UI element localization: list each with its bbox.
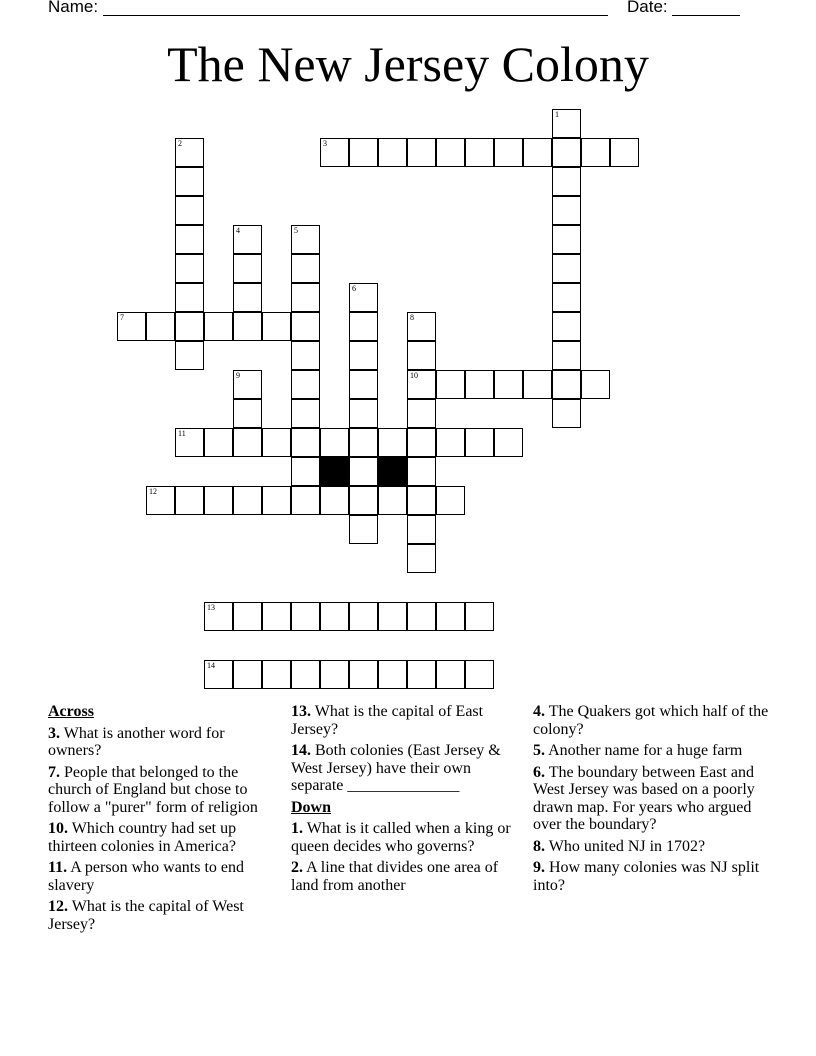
grid-cell[interactable]: [552, 138, 581, 167]
grid-cell[interactable]: [291, 602, 320, 631]
grid-cell[interactable]: [436, 602, 465, 631]
grid-cell[interactable]: [291, 457, 320, 486]
grid-cell[interactable]: [291, 428, 320, 457]
grid-cell[interactable]: [407, 341, 436, 370]
grid-cell[interactable]: [407, 486, 436, 515]
grid-cell[interactable]: [523, 138, 552, 167]
clues-column-1: [48, 703, 278, 937]
grid-cell[interactable]: [175, 225, 204, 254]
grid-cell[interactable]: [552, 283, 581, 312]
grid-cell[interactable]: [581, 370, 610, 399]
grid-cell[interactable]: [407, 370, 436, 399]
grid-cell[interactable]: [291, 312, 320, 341]
grid-cell[interactable]: [233, 428, 262, 457]
grid-cell[interactable]: [349, 399, 378, 428]
clue-number: 3: [323, 139, 327, 148]
grid-cell[interactable]: [291, 370, 320, 399]
grid-cell[interactable]: [291, 225, 320, 254]
grid-cell[interactable]: [233, 660, 262, 689]
grid-cell[interactable]: [233, 254, 262, 283]
down-heading: Down: [291, 798, 332, 816]
grid-cell[interactable]: [233, 486, 262, 515]
clues-column-2: [291, 703, 521, 898]
grid-cell[interactable]: [552, 312, 581, 341]
grid-cell[interactable]: [262, 486, 291, 515]
clue-across-3: 3. What is another word for owners?: [48, 724, 225, 759]
grid-cell[interactable]: [552, 341, 581, 370]
grid-cell[interactable]: [204, 602, 233, 631]
grid-cell[interactable]: [378, 486, 407, 515]
grid-cell[interactable]: [523, 370, 552, 399]
grid-cell[interactable]: [233, 399, 262, 428]
grid-cell[interactable]: [291, 283, 320, 312]
grid-cell[interactable]: [465, 602, 494, 631]
grid-cell[interactable]: [204, 660, 233, 689]
clue-number: 8: [410, 313, 414, 322]
grid-cell[interactable]: [494, 370, 523, 399]
grid-cell[interactable]: [175, 486, 204, 515]
grid-cell[interactable]: [204, 312, 233, 341]
grid-cell[interactable]: [407, 428, 436, 457]
grid-cell[interactable]: [233, 225, 262, 254]
grid-cell[interactable]: [291, 254, 320, 283]
clue-number: 6: [352, 284, 356, 293]
grid-cell[interactable]: [175, 312, 204, 341]
grid-cell[interactable]: [349, 515, 378, 544]
grid-cell[interactable]: [436, 428, 465, 457]
clue-number: 1: [555, 110, 559, 119]
grid-cell[interactable]: [175, 283, 204, 312]
grid-cell[interactable]: [204, 428, 233, 457]
grid-cell[interactable]: [407, 138, 436, 167]
grid-cell[interactable]: [146, 486, 175, 515]
grid-cell[interactable]: [407, 457, 436, 486]
grid-cell[interactable]: [349, 370, 378, 399]
grid-cell[interactable]: [262, 602, 291, 631]
black-cell: [320, 457, 349, 486]
name-label: Name:: [48, 0, 99, 16]
grid-cell[interactable]: [262, 428, 291, 457]
clue-number: 14: [207, 661, 215, 670]
grid-cell[interactable]: [146, 312, 175, 341]
grid-cell[interactable]: [349, 660, 378, 689]
grid-cell[interactable]: [436, 486, 465, 515]
grid-cell[interactable]: [552, 399, 581, 428]
grid-cell[interactable]: [349, 138, 378, 167]
grid-cell[interactable]: [581, 138, 610, 167]
grid-cell[interactable]: [349, 486, 378, 515]
clue-across-7: 7. People that belonged to the church of England but chose to follow a "purer" form of religion: [48, 763, 258, 816]
clue-down-9: 9. How many colonies was NJ split into?: [533, 859, 760, 894]
grid-cell[interactable]: [320, 602, 349, 631]
grid-cell[interactable]: [407, 515, 436, 544]
grid-cell[interactable]: [233, 370, 262, 399]
clue-number: 4: [236, 226, 240, 235]
grid-cell[interactable]: [436, 138, 465, 167]
grid-cell[interactable]: [291, 399, 320, 428]
grid-cell[interactable]: [349, 428, 378, 457]
grid-cell[interactable]: [175, 254, 204, 283]
clue-number: 5: [294, 226, 298, 235]
grid-cell[interactable]: [175, 428, 204, 457]
grid-cell[interactable]: [378, 428, 407, 457]
grid-cell[interactable]: [291, 486, 320, 515]
grid-cell[interactable]: [465, 370, 494, 399]
grid-cell[interactable]: [262, 660, 291, 689]
grid-cell[interactable]: [407, 544, 436, 573]
grid-cell[interactable]: [552, 109, 581, 138]
grid-cell[interactable]: [291, 660, 320, 689]
grid-cell[interactable]: [436, 660, 465, 689]
grid-cell[interactable]: [349, 602, 378, 631]
clue-down-2: 2. A line that divides one area of land from another: [291, 859, 499, 894]
grid-cell[interactable]: [552, 225, 581, 254]
clue-across-14: 14. Both colonies (East Jersey & West Jersey) have their own separate ______________: [291, 742, 501, 794]
grid-cell[interactable]: [262, 312, 291, 341]
clue-number: 2: [178, 139, 182, 148]
grid-cell[interactable]: [407, 399, 436, 428]
grid-cell[interactable]: [465, 138, 494, 167]
grid-cell[interactable]: [552, 196, 581, 225]
grid-cell[interactable]: [320, 660, 349, 689]
grid-cell[interactable]: [552, 254, 581, 283]
grid-cell[interactable]: [378, 138, 407, 167]
clue-number: 11: [178, 429, 186, 438]
grid-cell[interactable]: [175, 138, 204, 167]
grid-cell[interactable]: [465, 660, 494, 689]
clue-across-13: 13. What is the capital of East Jersey?: [291, 703, 484, 738]
clue-down-6: 6. The boundary between East and West Jersey was based on a poorly drawn map. For years who argued over the boundary?: [533, 763, 755, 833]
grid-cell[interactable]: [349, 341, 378, 370]
grid-cell[interactable]: [233, 602, 262, 631]
clue-number: 12: [149, 487, 157, 496]
grid-cell[interactable]: [175, 196, 204, 225]
grid-cell[interactable]: [320, 138, 349, 167]
grid-cell[interactable]: [407, 602, 436, 631]
clue-across-12: 12. What is the capital of West Jersey?: [48, 898, 244, 933]
grid-cell[interactable]: [233, 283, 262, 312]
grid-cell[interactable]: [436, 370, 465, 399]
grid-cell[interactable]: [175, 167, 204, 196]
grid-cell[interactable]: [378, 660, 407, 689]
grid-cell[interactable]: [378, 602, 407, 631]
grid-cell[interactable]: [407, 312, 436, 341]
grid-cell[interactable]: [465, 428, 494, 457]
grid-cell[interactable]: [117, 312, 146, 341]
grid-cell[interactable]: [494, 138, 523, 167]
grid-cell[interactable]: [349, 283, 378, 312]
clue-down-4: 4. The Quakers got which half of the colony?: [533, 703, 769, 738]
clue-down-1: 1. What is it called when a king or queen decides who governs?: [291, 820, 511, 855]
clue-number: 13: [207, 603, 215, 612]
across-heading: Across: [48, 703, 94, 720]
grid-cell[interactable]: [204, 486, 233, 515]
clue-down-5: 5. Another name for a huge farm: [533, 742, 743, 759]
grid-cell[interactable]: [233, 312, 262, 341]
grid-cell[interactable]: [320, 428, 349, 457]
grid-cell[interactable]: [291, 341, 320, 370]
page-title: The New Jersey Colony: [167, 36, 649, 92]
clue-across-10: 10. Which country had set up thirteen colonies in America?: [48, 820, 237, 855]
clues-column-3: [533, 703, 773, 898]
grid-cell[interactable]: [552, 167, 581, 196]
grid-cell[interactable]: [407, 660, 436, 689]
black-cell: [378, 457, 407, 486]
clue-number: 10: [410, 371, 418, 380]
date-label: Date:: [627, 0, 668, 16]
grid-cell[interactable]: [320, 486, 349, 515]
clue-down-8: 8. Who united NJ in 1702?: [533, 837, 706, 855]
clue-across-11: 11. A person who wants to end slavery: [48, 859, 245, 894]
grid-cell[interactable]: [349, 312, 378, 341]
clue-number: 9: [236, 371, 240, 380]
grid-cell[interactable]: [552, 370, 581, 399]
grid-cell[interactable]: [175, 341, 204, 370]
clue-number: 7: [120, 313, 124, 322]
grid-cell[interactable]: [494, 428, 523, 457]
grid-cell[interactable]: [610, 138, 639, 167]
grid-cell[interactable]: [349, 457, 378, 486]
